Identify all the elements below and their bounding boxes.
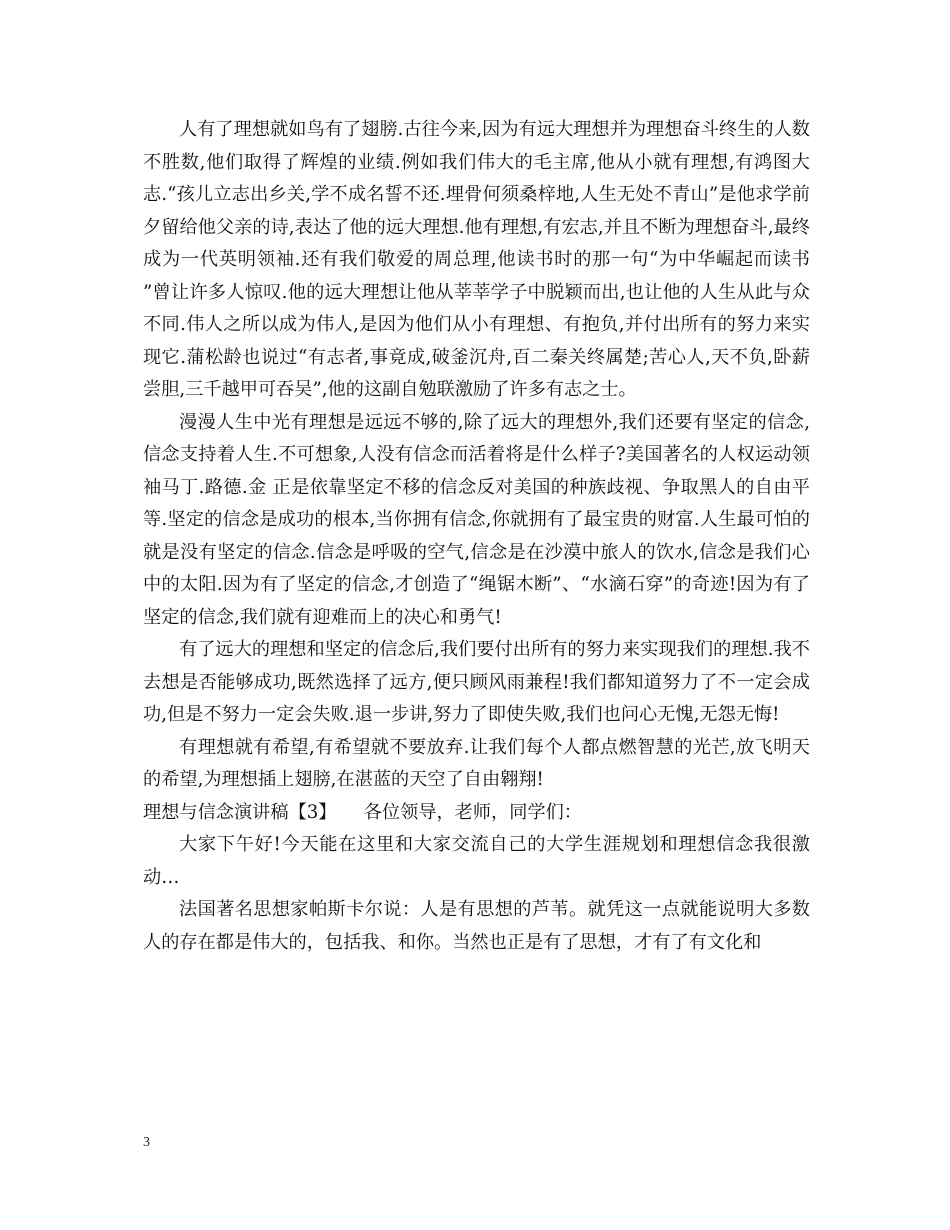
section-heading: 理想与信念演讲稿【3】 各位领导，老师，同学们： xyxy=(143,801,582,823)
paragraph-pascal-quote: 法国著名思想家帕斯卡尔说：人是有思想的芦苇。就凭这一点就能说明大多数人的存在都是伟大的，包括我、和你。当然也正是有了思想，才有了有文化和 xyxy=(143,899,810,953)
paragraph-effort: 有了远大的理想和坚定的信念后,我们要付出所有的努力来实现我们的理想.我不去想是否能够成功,既然选择了远方,便只顾风雨兼程!我们都知道努力了不一定会成功,但是不努力一定会失败.退一步讲,努力了即使失败,我们也问心无愧,无怨无悔! xyxy=(143,639,810,725)
document-body xyxy=(143,114,810,959)
paragraph-greeting: 大家下午好!今天能在这里和大家交流自己的大学生涯规划和理想信念我很激动… xyxy=(143,834,810,888)
paragraph-ideal-wings: 人有了理想就如鸟有了翅膀.古往今来,因为有远大理想并为理想奋斗终生的人数不胜数,他们取得了辉煌的业绩.例如我们伟大的毛主席,他从小就有理想,有鸿图大志.“孩儿立志出乡关,学不成名誓不还.埋骨何须桑梓地,人生无处不青山”是他求学前夕留给他父亲的诗,表达了他的远大理想.他有理想,有宏志,并且不断为理想奋斗,最终成为一代英明领袖.还有我们敬爱的周总理,他读书时的那一句“为中华崛起而读书 ”曾让许多人惊叹.他的远大理想让他从莘莘学子中脱颖而出,也让他的人生从此与众不同.伟人之所以成为伟人,是因为他们从小有理想、有抱负,并付出所有的努力来实现它.蒲松龄也说过“有志者,事竟成,破釜沉舟,百二秦关终属楚;苦心人,天不负,卧薪尝胆,三千越甲可吞吴”,他的这副自勉联激励了许多有志之士。 xyxy=(143,119,810,400)
paragraph-hope: 有理想就有希望,有希望就不要放弃.让我们每个人都点燃智慧的光芒,放飞明天的希望,为理想插上翅膀,在湛蓝的天空了自由翱翔! xyxy=(143,736,810,790)
paragraph-firm-belief: 漫漫人生中光有理想是远远不够的,除了远大的理想外,我们还要有坚定的信念,信念支持着人生.不可想象,人没有信念而活着将是什么样子?美国著名的人权运动领袖马丁.路德.金 正是依靠坚定不移的信念反对美国的种族歧视、争取黑人的自由平等.坚定的信念是成功的根本,当你拥有信念,你就拥有了最宝贵的财富.人生最可怕的就是没有坚定的信念.信念是呼吸的空气,信念是在沙漠中旅人的饮水,信念是我们心中的太阳.因为有了坚定的信念,才创造了“绳锯木断”、“水滴石穿”的奇迹!因为有了坚定的信念,我们就有迎难而上的决心和勇气! xyxy=(143,411,810,628)
page-number: 3 xyxy=(143,1135,150,1150)
